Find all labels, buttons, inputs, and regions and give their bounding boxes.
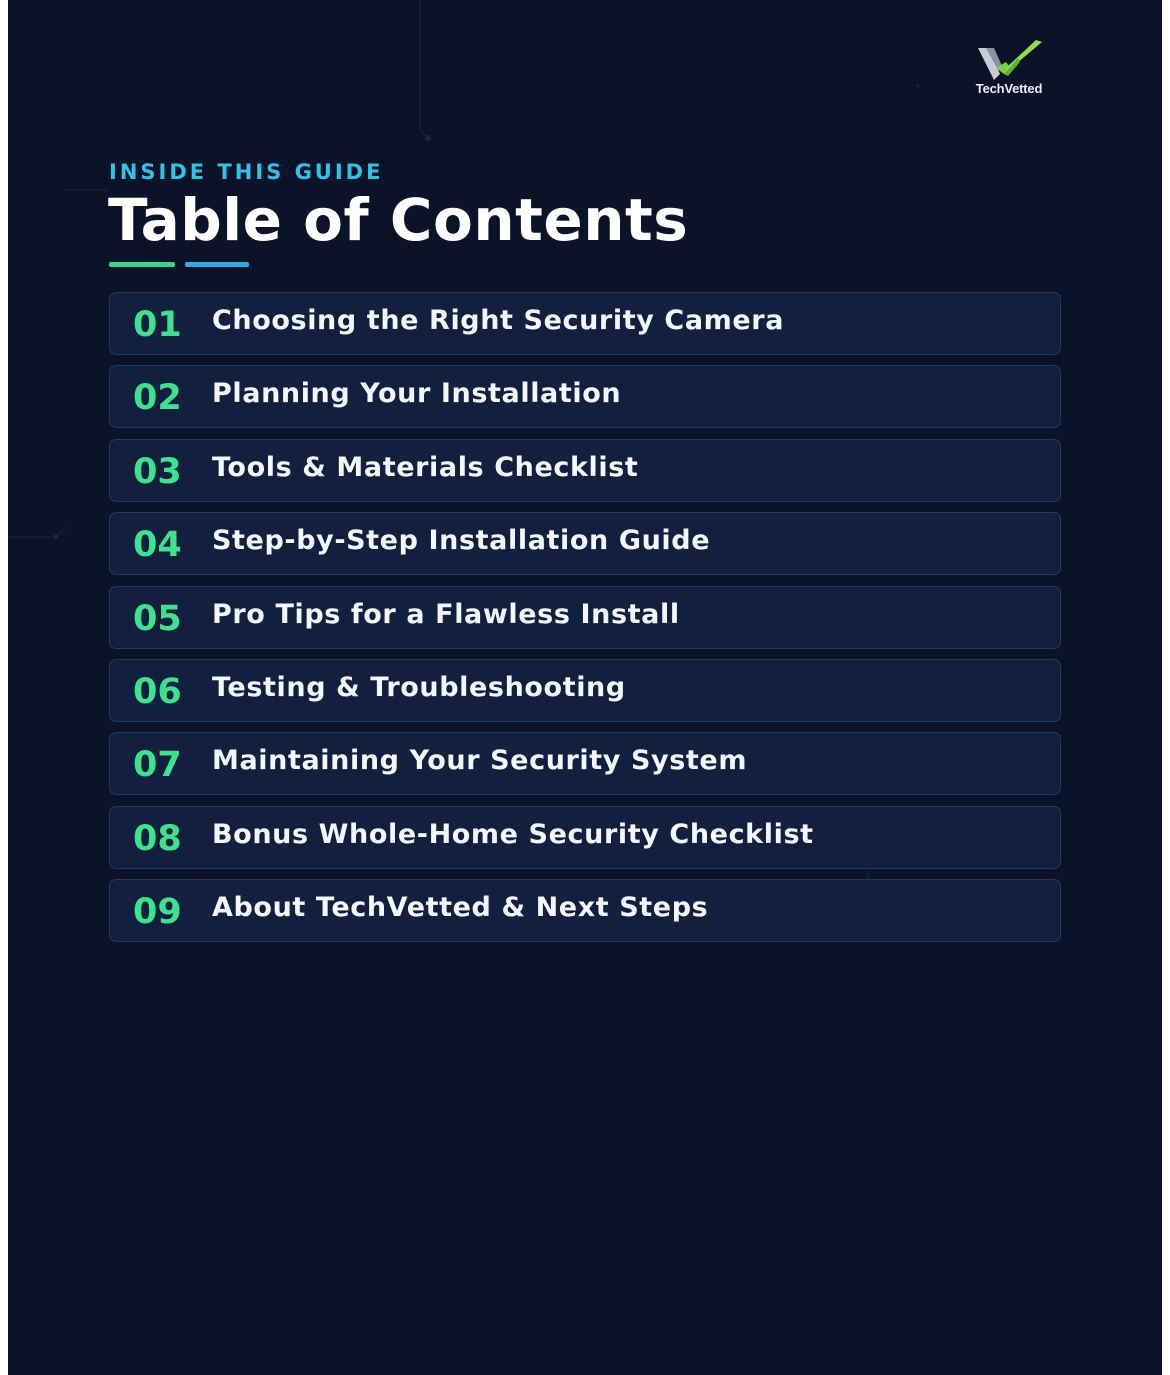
toc-item-05[interactable] [109,586,1061,649]
toc-item-04[interactable] [109,512,1061,575]
toc-number: 05 [133,598,182,639]
toc-label: Planning Your Installation [212,378,622,410]
toc-number: 01 [133,305,182,345]
toc-item-01[interactable] [109,292,1061,355]
toc-label: Choosing the Right Security Camera [212,305,785,336]
toc-item-02[interactable] [109,365,1061,428]
toc-label: Step-by-Step Installation Guide [212,525,711,557]
toc-number: 04 [133,525,182,566]
toc-item-09[interactable] [109,879,1061,942]
section-eyebrow: INSIDE THIS GUIDE [109,160,384,184]
logo-wordmark: TechVetted [975,81,1043,96]
title-underline-green [109,262,175,267]
guide-page [8,0,1162,1375]
toc-item-07[interactable] [109,732,1061,795]
toc-number: 08 [133,818,182,859]
title-underline-blue [185,262,249,267]
toc-number: 06 [133,671,182,712]
toc-number: 03 [133,451,182,492]
toc-item-06[interactable] [109,659,1061,722]
toc-number: 02 [133,378,182,419]
toc-label: Pro Tips for a Flawless Install [212,598,680,630]
toc-label: About TechVetted & Next Steps [212,892,709,924]
toc-number: 07 [133,745,182,786]
toc-item-03[interactable] [109,439,1061,502]
toc-label: Maintaining Your Security System [212,745,748,777]
toc-item-08[interactable] [109,806,1061,869]
toc-label: Tools & Materials Checklist [212,451,639,483]
page-title: Table of Contents [108,186,689,254]
techvetted-logo [966,40,1052,100]
checkmark-v-icon [974,40,1046,86]
toc-list [109,292,1061,953]
toc-label: Bonus Whole-Home Security Checklist [212,818,814,850]
toc-number: 09 [133,892,182,933]
toc-label: Testing & Troubleshooting [212,671,626,703]
